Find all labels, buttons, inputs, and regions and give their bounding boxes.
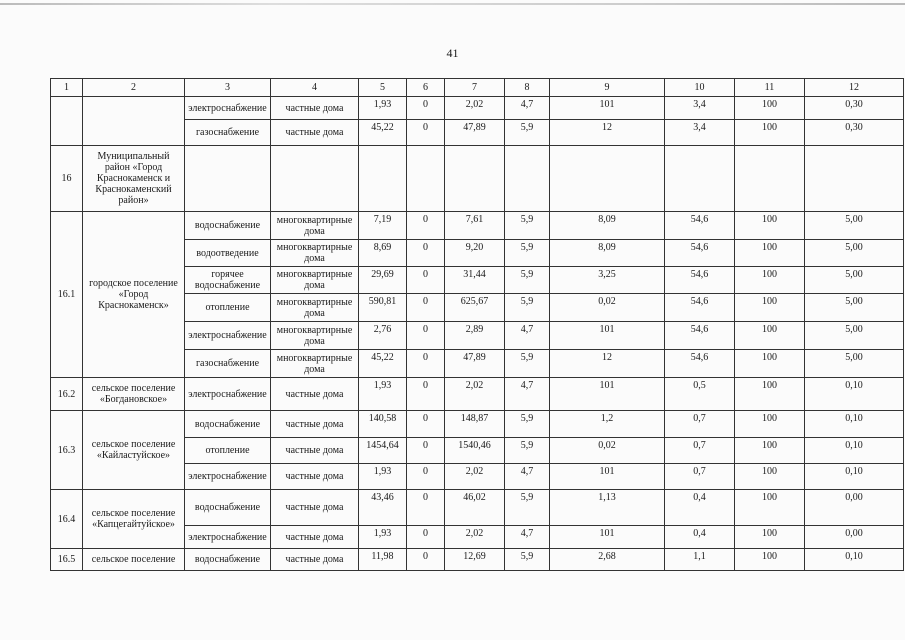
value-cell: 1,2 [550,411,665,438]
value-cell: 9,20 [445,240,505,267]
value-cell: 0,10 [805,549,904,571]
housing-type-cell: многоквартирные дома [271,294,359,322]
value-cell: 0,10 [805,411,904,438]
value-cell: 0,02 [550,294,665,322]
value-cell: 2,68 [550,549,665,571]
value-cell: 2,89 [445,322,505,350]
service-cell: водоотведение [185,240,271,267]
settlement-cell: сельское поселение [83,549,185,571]
column-number-cell: 3 [185,79,271,97]
value-cell: 101 [550,322,665,350]
value-cell: 0,7 [665,438,735,464]
service-cell: водоснабжение [185,411,271,438]
table-row [51,97,904,120]
value-cell: 0 [407,438,445,464]
value-cell: 148,87 [445,411,505,438]
empty-cell [550,146,665,212]
service-cell: водоснабжение [185,549,271,571]
service-cell: водоснабжение [185,212,271,240]
value-cell: 3,4 [665,120,735,146]
value-cell: 2,02 [445,378,505,411]
value-cell: 7,19 [359,212,407,240]
value-cell: 100 [735,438,805,464]
value-cell: 0 [407,240,445,267]
housing-type-cell: многоквартирные дома [271,350,359,378]
value-cell: 0 [407,350,445,378]
column-number-cell: 9 [550,79,665,97]
value-cell: 0,5 [665,378,735,411]
value-cell: 5,00 [805,267,904,294]
value-cell: 100 [735,526,805,549]
value-cell: 45,22 [359,350,407,378]
value-cell: 1,93 [359,464,407,490]
value-cell: 100 [735,490,805,526]
table-row [51,212,904,240]
value-cell: 5,00 [805,240,904,267]
housing-type-cell: многоквартирные дома [271,322,359,350]
housing-type-cell: многоквартирные дома [271,240,359,267]
value-cell: 54,6 [665,240,735,267]
column-number-cell: 6 [407,79,445,97]
value-cell: 2,02 [445,97,505,120]
value-cell: 100 [735,294,805,322]
service-cell: электроснабжение [185,378,271,411]
housing-type-cell: частные дома [271,526,359,549]
value-cell: 0 [407,120,445,146]
table-row [51,549,904,571]
scan-edge [0,3,905,5]
value-cell: 0,10 [805,464,904,490]
value-cell: 8,09 [550,212,665,240]
empty-cell [271,146,359,212]
value-cell: 0 [407,378,445,411]
value-cell: 0,30 [805,120,904,146]
value-cell: 100 [735,464,805,490]
value-cell: 47,89 [445,120,505,146]
value-cell: 4,7 [505,464,550,490]
service-cell: газоснабжение [185,120,271,146]
value-cell: 1540,46 [445,438,505,464]
housing-type-cell: многоквартирные дома [271,212,359,240]
value-cell: 1,1 [665,549,735,571]
value-cell: 100 [735,267,805,294]
value-cell: 5,9 [505,267,550,294]
value-cell: 5,9 [505,240,550,267]
value-cell: 4,7 [505,378,550,411]
housing-type-cell: частные дома [271,490,359,526]
value-cell: 3,4 [665,97,735,120]
empty-cell [505,146,550,212]
column-number-cell: 4 [271,79,359,97]
column-number-cell: 8 [505,79,550,97]
row-number-cell: 16.3 [51,411,83,490]
value-cell: 5,00 [805,322,904,350]
row-number-cell: 16.1 [51,212,83,378]
value-cell: 590,81 [359,294,407,322]
service-cell: газоснабжение [185,350,271,378]
housing-type-cell: частные дома [271,438,359,464]
value-cell: 8,69 [359,240,407,267]
value-cell: 54,6 [665,212,735,240]
column-number-cell: 10 [665,79,735,97]
column-number-cell: 7 [445,79,505,97]
district-row [51,146,904,212]
value-cell: 0,7 [665,464,735,490]
value-cell: 0,4 [665,490,735,526]
table-row [51,490,904,526]
housing-type-cell: частные дома [271,464,359,490]
empty-cell [665,146,735,212]
value-cell: 0 [407,267,445,294]
value-cell: 54,6 [665,294,735,322]
value-cell: 5,9 [505,438,550,464]
value-cell: 5,9 [505,294,550,322]
value-cell: 5,00 [805,350,904,378]
tariff-table [50,78,904,571]
value-cell: 100 [735,411,805,438]
empty-cell [359,146,407,212]
value-cell: 5,9 [505,350,550,378]
service-cell: электроснабжение [185,464,271,490]
value-cell: 8,09 [550,240,665,267]
value-cell: 0,10 [805,438,904,464]
housing-type-cell: частные дома [271,411,359,438]
value-cell: 3,25 [550,267,665,294]
empty-cell [445,146,505,212]
district-name-cell: Муниципальный район «Город Краснокаменск и Краснокаменский район» [83,146,185,212]
value-cell: 0,00 [805,526,904,549]
value-cell: 0,02 [550,438,665,464]
service-cell: электроснабжение [185,526,271,549]
value-cell: 0 [407,322,445,350]
value-cell: 0 [407,411,445,438]
value-cell: 0,10 [805,378,904,411]
value-cell: 1,93 [359,378,407,411]
housing-type-cell: частные дома [271,378,359,411]
value-cell: 54,6 [665,267,735,294]
value-cell: 625,67 [445,294,505,322]
value-cell: 140,58 [359,411,407,438]
settlement-cell: сельское поселение «Кайластуйское» [83,411,185,490]
value-cell: 2,02 [445,464,505,490]
value-cell: 100 [735,350,805,378]
empty-cell [185,146,271,212]
header-row [51,79,904,97]
value-cell: 2,02 [445,526,505,549]
row-number-cell: 16.2 [51,378,83,411]
value-cell: 0,7 [665,411,735,438]
value-cell: 11,98 [359,549,407,571]
value-cell: 1,93 [359,97,407,120]
table-row [51,378,904,411]
value-cell: 0 [407,464,445,490]
value-cell: 100 [735,378,805,411]
service-cell: горячее водоснабжение [185,267,271,294]
column-number-cell: 5 [359,79,407,97]
service-cell: электроснабжение [185,322,271,350]
value-cell: 101 [550,464,665,490]
value-cell: 1,93 [359,526,407,549]
value-cell: 12 [550,120,665,146]
row-number-cell: 16.4 [51,490,83,549]
housing-type-cell: частные дома [271,97,359,120]
housing-type-cell: частные дома [271,120,359,146]
empty-cell [805,146,904,212]
value-cell: 100 [735,97,805,120]
value-cell: 5,9 [505,411,550,438]
value-cell: 7,61 [445,212,505,240]
value-cell: 0 [407,526,445,549]
housing-type-cell: частные дома [271,549,359,571]
value-cell: 45,22 [359,120,407,146]
service-cell: водоснабжение [185,490,271,526]
value-cell: 4,7 [505,322,550,350]
column-number-cell: 12 [805,79,904,97]
value-cell: 54,6 [665,350,735,378]
value-cell: 46,02 [445,490,505,526]
column-number-cell: 2 [83,79,185,97]
value-cell: 100 [735,549,805,571]
value-cell: 5,00 [805,212,904,240]
row-number-cell: 16 [51,146,83,212]
empty-cell [407,146,445,212]
value-cell: 5,00 [805,294,904,322]
value-cell: 0,30 [805,97,904,120]
value-cell: 101 [550,526,665,549]
value-cell: 12 [550,350,665,378]
value-cell: 4,7 [505,97,550,120]
value-cell: 12,69 [445,549,505,571]
value-cell: 1454,64 [359,438,407,464]
value-cell: 31,44 [445,267,505,294]
value-cell: 101 [550,97,665,120]
value-cell: 2,76 [359,322,407,350]
value-cell: 0 [407,294,445,322]
value-cell: 5,9 [505,212,550,240]
settlement-cell: городское поселение «Город Краснокаменск» [83,212,185,378]
value-cell: 5,9 [505,490,550,526]
row-number-cell: 16.5 [51,549,83,571]
value-cell: 100 [735,322,805,350]
settlement-cell: сельское поселение «Богдановское» [83,378,185,411]
value-cell: 5,9 [505,549,550,571]
value-cell: 0 [407,549,445,571]
value-cell: 0,4 [665,526,735,549]
column-number-cell: 11 [735,79,805,97]
value-cell: 5,9 [505,120,550,146]
value-cell: 0 [407,212,445,240]
value-cell: 29,69 [359,267,407,294]
housing-type-cell: многоквартирные дома [271,267,359,294]
value-cell: 101 [550,378,665,411]
column-number-cell: 1 [51,79,83,97]
value-cell: 100 [735,212,805,240]
settlement-cell: сельское поселение «Капцегайтуйское» [83,490,185,549]
value-cell: 0,00 [805,490,904,526]
value-cell: 43,46 [359,490,407,526]
value-cell: 54,6 [665,322,735,350]
service-cell: отопление [185,294,271,322]
value-cell: 0 [407,97,445,120]
service-cell: электроснабжение [185,97,271,120]
row-number-cell [51,97,83,146]
settlement-cell [83,97,185,146]
value-cell: 47,89 [445,350,505,378]
value-cell: 0 [407,490,445,526]
empty-cell [735,146,805,212]
page-number: 41 [446,46,459,60]
value-cell: 100 [735,120,805,146]
service-cell: отопление [185,438,271,464]
value-cell: 4,7 [505,526,550,549]
value-cell: 1,13 [550,490,665,526]
value-cell: 100 [735,240,805,267]
table-row [51,411,904,438]
